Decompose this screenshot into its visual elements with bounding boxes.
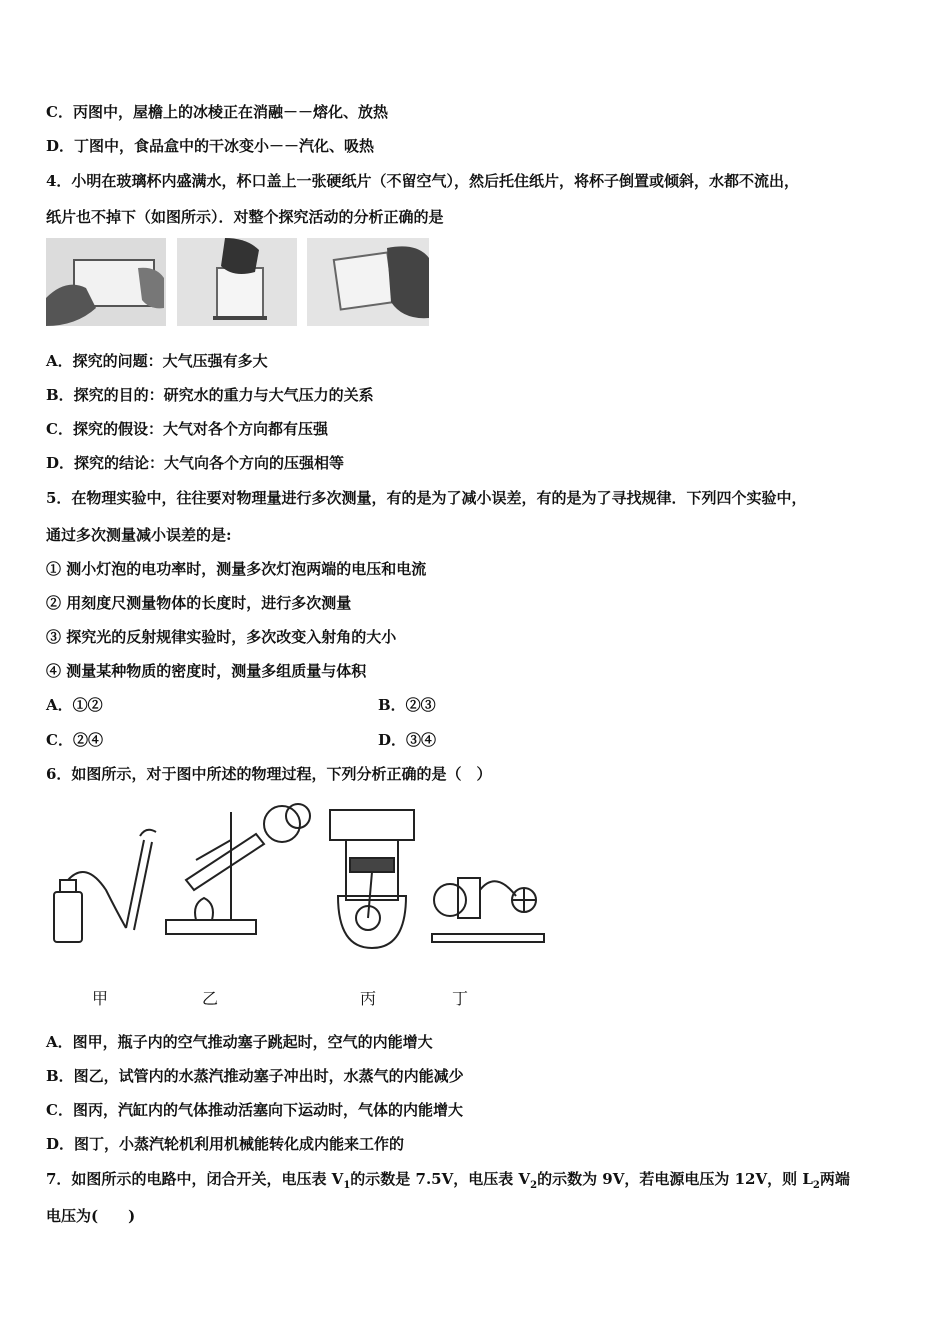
q4-photo-3: [307, 238, 429, 326]
q5-item-1: ① 测小灯泡的电功率时，测量多次灯泡两端的电压和电流: [46, 560, 427, 578]
q6-option-d: D．图丁，小蒸汽轮机利用机械能转化成内能来工作的: [46, 1135, 405, 1153]
q7-stem-line2: 电压为( ): [46, 1207, 136, 1225]
q4-option-d: D．探究的结论：大气向各个方向的压强相等: [46, 454, 345, 472]
q5-option-b: B．②③: [378, 696, 436, 714]
fig-jia-bottle-pump: [54, 830, 156, 942]
q6-option-b: B．图乙，试管内的水蒸汽推动塞子冲出时，水蒸气的内能减少: [46, 1067, 464, 1085]
q4-option-b: B．探究的目的：研究水的重力与大气压力的关系: [46, 386, 374, 404]
q4-stem-line1: 4．小明在玻璃杯内盛满水，杯口盖上一张硬纸片（不留空气），然后托住纸片，将杯子倒置或倾斜，水都不流出，: [46, 172, 799, 190]
q3-option-c: C．丙图中，屋檐上的冰棱正在消融－－熔化、放热: [46, 103, 388, 121]
fig-label-yi: 乙: [202, 989, 219, 1008]
fig-ding-turbine: [432, 878, 544, 942]
q6-stem: 6．如图所示，对于图中所述的物理过程，下列分析正确的是（ ）: [46, 765, 492, 783]
q4-option-a: A．探究的问题：大气压强有多大: [46, 352, 268, 370]
fig-yi-test-tube: [166, 804, 310, 934]
fig-bing-engine: [330, 810, 414, 948]
q5-item-2: ② 用刻度尺测量物体的长度时，进行多次测量: [46, 594, 352, 612]
q4-photo-1: [46, 238, 166, 326]
q4-photo-2: [177, 238, 297, 326]
q5-option-c: C．②④: [46, 731, 103, 749]
q6-figure: [46, 800, 556, 960]
q5-item-4: ④ 测量某种物质的密度时，测量多组质量与体积: [46, 662, 367, 680]
q4-option-c: C．探究的假设：大气对各个方向都有压强: [46, 420, 328, 438]
q3-option-d: D．丁图中，食品盒中的干冰变小－－汽化、吸热: [46, 137, 375, 155]
q5-stem-line1: 5．在物理实验中，往往要对物理量进行多次测量，有的是为了减小误差，有的是为了寻找规律．下列四个实验中，: [46, 489, 807, 507]
fig-label-ding: 丁: [452, 989, 469, 1008]
q5-item-3: ③ 探究光的反射规律实验时，多次改变入射角的大小: [46, 628, 397, 646]
q5-stem-line2: 通过多次测量减小误差的是:: [46, 526, 232, 544]
q6-option-c: C．图丙，汽缸内的气体推动活塞向下运动时，气体的内能增大: [46, 1101, 463, 1119]
q4-stem-line2: 纸片也不掉下（如图所示）．对整个探究活动的分析正确的是: [46, 208, 444, 226]
q6-option-a: A．图甲，瓶子内的空气推动塞子跳起时，空气的内能增大: [46, 1033, 433, 1051]
q5-option-a: A．①②: [46, 696, 103, 714]
fig-label-bing: 丙: [360, 989, 377, 1008]
q5-option-d: D．③④: [378, 731, 437, 749]
fig-label-jia: 甲: [92, 989, 109, 1008]
q7-stem-line1: 7．如图所示的电路中，闭合开关，电压表 $V_1$的示数是 7.5V，电压表 $V_2$的示数为 9V，若电源电压为 12V，则 $L_2$两端: [46, 1170, 850, 1191]
